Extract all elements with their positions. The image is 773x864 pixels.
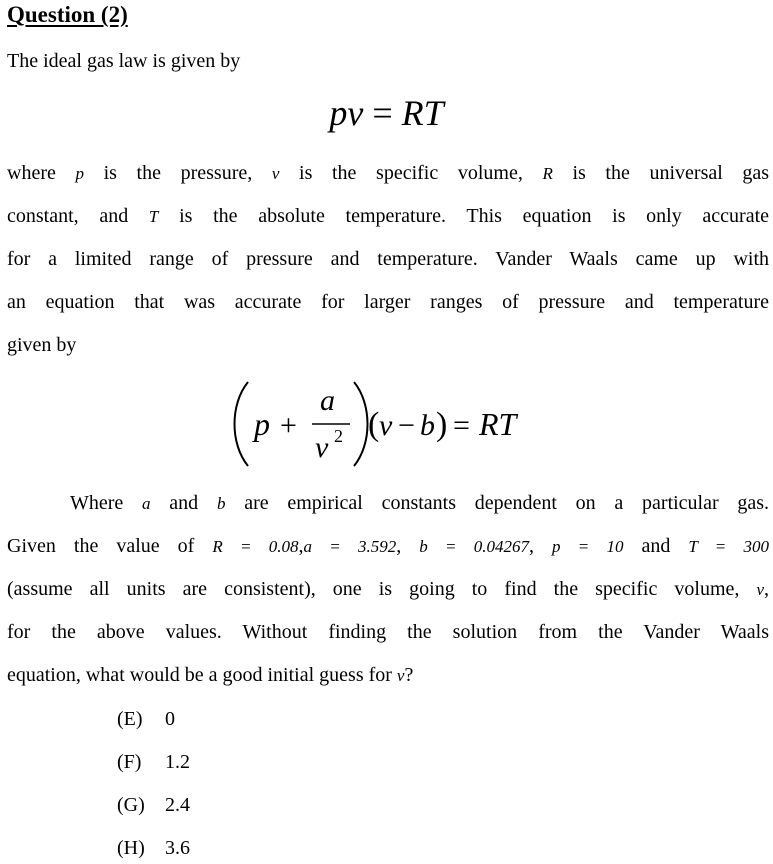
choice-label: (E) <box>117 708 143 730</box>
vdw-p: p <box>254 406 270 442</box>
where-line-1 <box>7 152 769 195</box>
given-line-2 <box>7 525 769 568</box>
choice-label: (H) <box>117 837 145 859</box>
vdw-v-denominator: v <box>315 431 329 464</box>
choice-value: 2.4 <box>165 794 190 816</box>
choice-F[interactable] <box>117 751 190 774</box>
vdw-minus: − <box>398 409 415 442</box>
given-paragraph <box>7 482 769 697</box>
text-fragment: Given the value of <box>7 535 195 557</box>
choice-E[interactable] <box>117 708 175 731</box>
right-paren-small: ) <box>436 406 448 443</box>
given-line-5 <box>7 654 769 697</box>
separator: , <box>396 535 402 557</box>
ideal-equals: = <box>372 93 393 133</box>
choice-H[interactable] <box>117 837 190 860</box>
separator: , <box>298 535 304 557</box>
vdw-v: v <box>379 409 393 442</box>
var-v: v <box>756 580 764 599</box>
value-R: R = 0.08 <box>212 537 299 556</box>
text-fragment: (assume all units are consistent), one is going to find the specific volume, <box>7 578 740 600</box>
question-heading: Question (2) <box>7 2 128 27</box>
where-line-2 <box>7 195 769 238</box>
where-line-4: an equation that was accurate for larger ranges of pressure and temperature <box>7 291 769 313</box>
text-fragment: are empirical constants dependent on a particular gas. <box>244 492 770 514</box>
right-paren-big <box>354 382 368 466</box>
vdw-b: b <box>420 409 435 442</box>
vdw-equals: = <box>453 409 470 442</box>
left-paren-big <box>235 382 249 466</box>
text-fragment: equation, what would be a good initial guess for <box>7 664 392 686</box>
given-line-3 <box>7 568 769 611</box>
text-fragment: is the absolute temperature. This equation is only accurate <box>179 205 770 227</box>
left-paren-small: ( <box>368 406 380 443</box>
text-fragment: is the pressure, <box>103 162 253 184</box>
value-b: b = 0.04267 <box>419 537 529 556</box>
var-v: v <box>271 164 280 183</box>
separator: , <box>528 535 534 557</box>
value-T: T = 300 <box>688 537 770 556</box>
text-fragment: is the universal gas <box>572 162 770 184</box>
var-b: b <box>216 494 226 513</box>
vdw-rhs: RT <box>479 406 517 442</box>
text-fragment: and <box>169 492 199 514</box>
choice-label: (F) <box>117 751 142 773</box>
given-line-4: for the above values. Without finding the solution from the Vander Waals <box>7 621 769 643</box>
choice-label: (G) <box>117 794 145 816</box>
text-fragment: Where <box>70 492 124 514</box>
where-paragraph <box>7 152 769 367</box>
given-line-1 <box>7 482 769 525</box>
where-line-5: given by <box>7 334 77 356</box>
text-fragment: is the specific volume, <box>299 162 523 184</box>
text-fragment: and <box>641 535 671 557</box>
value-p: p = 10 <box>551 537 624 556</box>
var-v: v <box>396 666 405 685</box>
text-fragment: where <box>7 162 56 184</box>
text-fragment: ? <box>404 664 414 686</box>
choice-value: 0 <box>165 708 175 730</box>
choice-value: 3.6 <box>165 837 190 859</box>
var-T: T <box>148 207 159 226</box>
vander-waals-equation <box>226 374 556 474</box>
vdw-exponent: 2 <box>334 426 343 446</box>
value-a: a = 3.592 <box>303 537 397 556</box>
vdw-plus: + <box>280 409 297 442</box>
ideal-lhs: pv <box>329 93 364 133</box>
var-p: p <box>75 164 84 183</box>
choice-G[interactable] <box>117 794 190 817</box>
text-fragment: , <box>764 578 769 600</box>
vdw-a: a <box>320 384 335 417</box>
choice-value: 1.2 <box>165 751 190 773</box>
var-R: R <box>542 164 553 183</box>
intro-line: The ideal gas law is given by <box>7 50 241 72</box>
where-line-3: for a limited range of pressure and temperature. Vander Waals came up with <box>7 248 769 270</box>
text-fragment: constant, and <box>7 205 129 227</box>
ideal-gas-equation <box>0 92 773 134</box>
ideal-rhs: RT <box>401 93 444 133</box>
var-a: a <box>142 494 151 513</box>
intro-text <box>7 40 769 83</box>
